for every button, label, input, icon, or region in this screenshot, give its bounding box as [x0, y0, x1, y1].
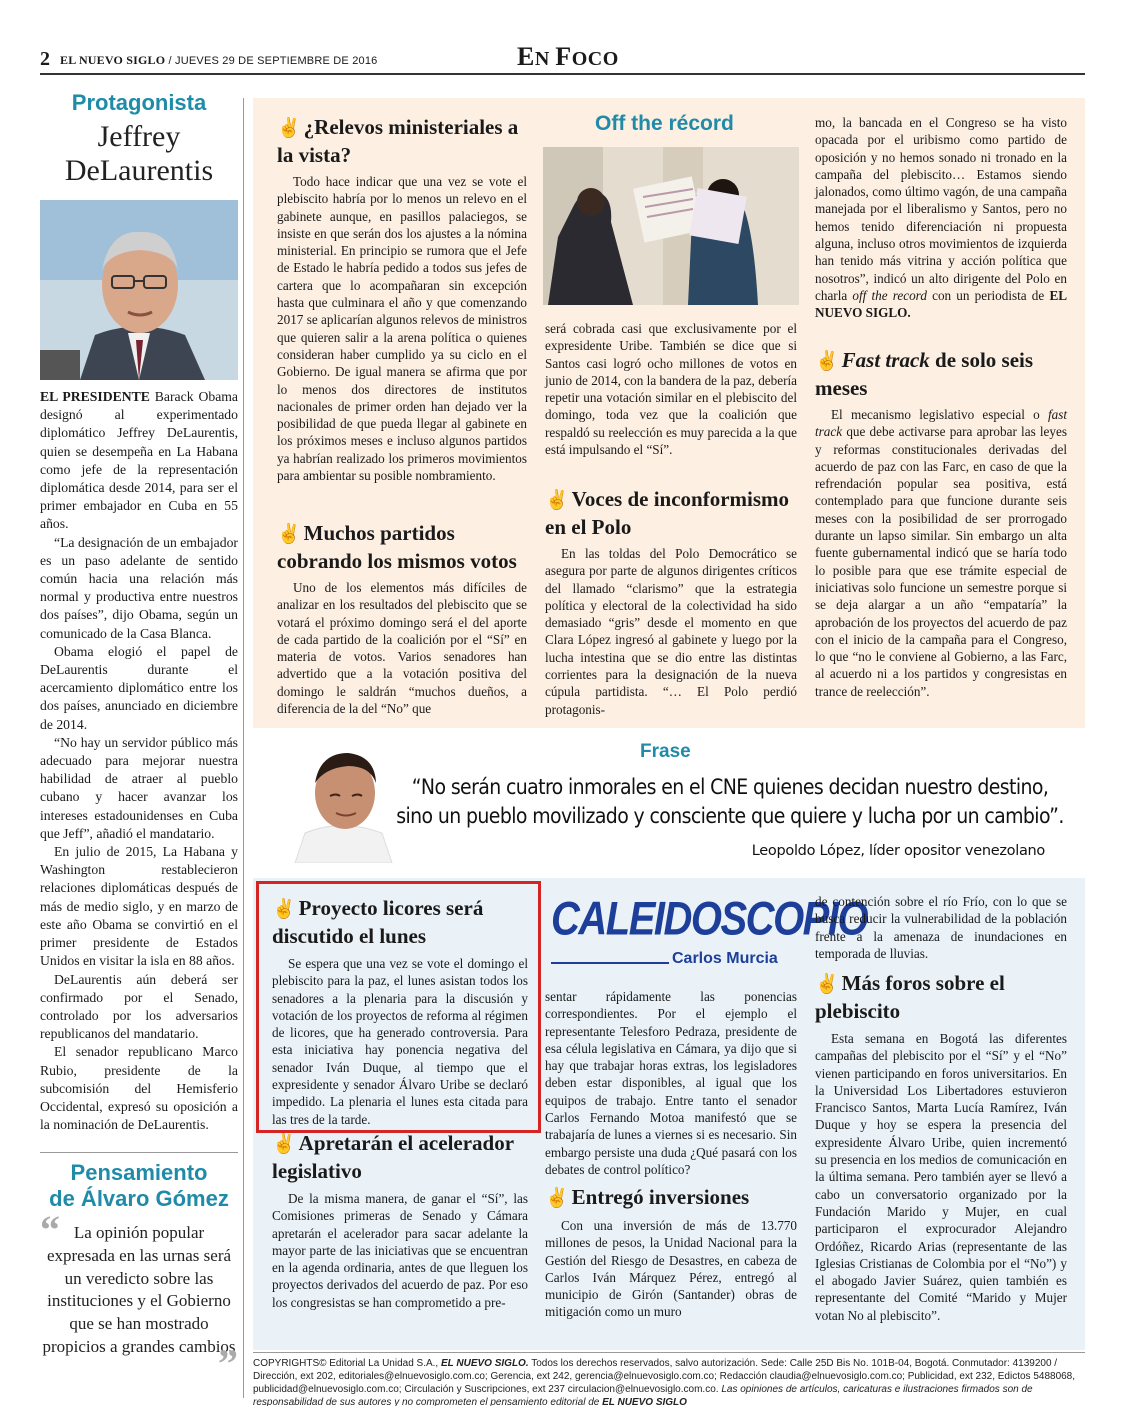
cal-col1-item2 — [272, 1130, 528, 1311]
frase-portrait-illustration — [290, 738, 395, 863]
peace-hand-icon: ✌ — [272, 1134, 296, 1155]
cal-text: Con una inversión de más de 13.770 millones de pesos, la Unidad Nacional para la Gestión del Riesgo de Desastres, en cabeza de Carlos Iván Márquez Pérez, entregó al municipio de Girón (Santander) obras de mitigación como un muro — [545, 1218, 797, 1320]
caleidoscopio-rule — [551, 962, 669, 964]
otr-text: Todo hace indicar que una vez se vote el plebiscito habría por lo menos un relevo en el gabinete aunque, en pasillos palaciegos, se insiste en que serán dos los ajustes a la nómina ministerial. En principio se rumora que el Jefe de Estado le habría pedido a todos sus jefes de cartera que lo acompañaran sin excepción hasta que culminara el año y que comenzando 2017 se aplicarían algunos relevos de ministros que quieren salir a la arena política o quienes consideran haber cumplido ya su ciclo en el Gobierno. De igual manera se afirma que por lo menos dos directores de institutos nacionales de primer orden han dejado ver la posibilidad de que pueda llegar al gabinete en los próximos meses e incluso algunos partidos ya habrían realizado los primeros movimientos para ambientar su posible nombramiento. — [277, 174, 527, 484]
otr-headline: ✌ Fast track de solo seis meses — [815, 348, 1034, 400]
otr-headline: ✌ Voces de inconformismo en el Polo — [545, 487, 790, 539]
paper-name: EL NUEVO SIGLO — [60, 53, 166, 67]
otr-col2-continuation: será cobrada casi que exclusivamente por el expresidente Uribe. También se dice que si Santos casi logró ocho millones de votos en junio de 2014, con la bandera de la paz, debería repetir una votación similar en el plebiscito del domingo, toda vez que la coalición que respaldó su reelección es muy parecida a la que está impulsando el “Sí”. — [545, 321, 797, 458]
protagonista-paragraph: EL PRESIDENTE Barack Obama designó al experimentado diplomático Jeffrey DeLaurentis, quien se desempeña en La Habana como jefe de la representación diplomática desde 2014, para ser el primer embajador en Cuba en 55 años. — [40, 389, 238, 532]
close-quote-icon: ” — [218, 1340, 238, 1386]
leopoldo-lopez-photo — [290, 738, 395, 863]
pensamiento-heading: Pensamiento de Álvaro Gómez — [49, 1160, 229, 1211]
header-rule — [40, 73, 1085, 75]
protagonista-column — [40, 90, 238, 1134]
otr-col2-item — [545, 486, 797, 718]
cal-text: Se espera que una vez se vote el domingo el plebiscito para la paz, el lunes asistan todos los senadores a la plenaria para la discusión y votación de los proyectos de reforma al régimen de licores, que ha generado controversia. Para esta iniciativa hay ponencia negativa del senador Iván Duque, al tiempo que el expresidente y senador Álvaro Uribe se declaró impedido. La plenaria el lunes esta citada para las tres de la tarde. — [272, 956, 528, 1127]
protagonista-paragraph: En julio de 2015, La Habana y Washington restablecieron relaciones diplomáticas después de más de medio siglo, y en marzo de este año Obama se convirtió en el primer presidente de Estados Unidos en visitar la isla en 88 años. — [40, 844, 238, 969]
cal-headline: ✌ Proyecto licores será discutido el lunes — [272, 896, 484, 948]
frase-author: Leopoldo López, líder opositor venezolano — [751, 843, 1045, 859]
protagonista-paragraph: Obama elogió el papel de DeLaurentis durante el acercamiento diplomático entre los dos países, anunciado en diciembre de 2014. — [40, 643, 238, 732]
page-number: 2 — [40, 48, 50, 70]
protagonista-body — [40, 388, 238, 1134]
open-quote-icon: “ — [40, 1207, 60, 1252]
portrait-illustration — [40, 200, 238, 380]
otr-text: El mecanismo legislativo especial o fast track que debe activarse para aprobar las leyes y reformas constitucionales derivadas del acuerdo de paz con las Farc, en caso de que la refrendación popular sea positiva, está contemplado para que funcione durante seis meses con la posibilidad de ser prorrogado durante un lapso similar. Sin embargo un alta fuente gubernamental indicó que se haría todo lo posible para que ese trámite especial de iniciativas solo funcione un semestre porque si se deja alargar a un año “empataría” la aprobación de los proyectos del acuerdo de paz con el inicio de la campaña para el Congreso, lo que “no le conviene al Gobierno, a las Farc, al acuerdo ni a los partidos y congresistas en trance de reelección”. — [815, 407, 1067, 699]
cal-col3-continuation: de contención sobre el río Frío, con lo que se busca reducir la vulnerabilidad de la población frente a la amenaza de inundaciones en temporada de lluvias. — [815, 894, 1067, 961]
protagonista-paragraph: El senador republicano Marco Rubio, presidente de la subcomisión del Hemisferio Occidental, expresó su oposición a la nominación de DeLaurentis. — [40, 1044, 238, 1133]
frase-title: Frase — [640, 741, 691, 762]
otr-col3-continuation: mo, la bancada en el Congreso se ha visto opacada por el uribismo como partido de oposición y no hemos sonado ni tronado en la campaña del plebiscito… Estamos siendo jalonados, como último vagón, de una campaña manejada por el liberalismo y Santos, pero no hemos tenido diferenciación ni propuesta alguna, incluso otros movimientos de izquierda han tenido más vitrina y acción política que nosotros”, indicó un alto dirigente del Polo en charla off the record con un periodista de EL NUEVO SIGLO. — [815, 115, 1068, 321]
protagonista-paragraph: DeLaurentis aún deberá ser confirmado por el Senado, controlado por los adversarios republicanos del mandatario. — [40, 971, 238, 1042]
frase-quote: “No serán cuatro inmorales en el CNE quienes decidan nuestro destino, sino un pueblo movilizado y consciente que quiere y lucha por un cambio”. — [396, 775, 1064, 828]
peace-hand-icon: ✌ — [815, 351, 839, 372]
masthead-date-line — [60, 53, 378, 68]
caleidoscopio-author: Carlos Murcia — [672, 950, 778, 967]
peace-hand-icon: ✌ — [545, 490, 569, 511]
cal-text: De la misma manera, de ganar el “Sí”, las Comisiones primeras de Senado y Cámara apretarán el acelerador para sacar adelante la mayor parte de las iniciativas que se encuentran en la agenda ordinaria, antes de que lleguen los proyectos derivados del acuerdo de paz. Por eso los congresistas se han comprometido a pre- — [272, 1191, 528, 1310]
otr-col1-item2 — [277, 520, 527, 717]
otr-col3-item — [815, 347, 1067, 700]
cal-col2-continuation: sentar rápidamente las ponencias correspondientes. Por el ejemplo el representante Telesforo Pedraza, presidente de esa célula legislativa en Cámara, ya dijo que si hay que trabajar horas extras, los legisladores deben estar disponibles, al igual que los equipos de trabajo. Entre tanto el senador Carlos Fernando Motoa manifestó que se trabajaría de lunes a viernes si es necesario. Sin embargo persiste una duda ¿Qué pasará con los debates de control político? — [545, 989, 797, 1177]
otr-col1-item1 — [277, 114, 527, 484]
otr-text: Uno de los elementos más difíciles de analizar en los resultados del plebiscito que se votará el próximo domingo será el del aporte de cada partido de la coalición por el “Sí” en materia de votos. Varios senadores han advertido que a la votación positiva del domingo le saldrán “muchos dueños, a diferencia de la del “No” que — [277, 580, 527, 717]
otr-text: En las toldas del Polo Democrático se asegura por parte de algunos dirigentes críticos del llamado “clarismo” que la estrategia política y electoral de la colectividad ha sido demasiado “gris” desde el momento en que Clara López ingresó al gabinete y luego por la lucha intestina que se dio entre las distintas corrientes para la designación de la nueva cúpula partidista. “… El Polo perdió protagonis- — [545, 546, 797, 717]
name-line2: DeLaurentis — [64, 154, 214, 187]
otr-headline: ✌ ¿Relevos ministeriales a la vista? — [277, 115, 519, 167]
name-line1: Jeffrey — [97, 120, 181, 153]
date-line: / JUEVES 29 DE SEPTIEMBRE DE 2016 — [168, 55, 378, 67]
protagonista-paragraph: “No hay un servidor público más adecuado para mejorar nuestra habilidad de atraer al pueblo cubano y hacer avanzar los intereses estadounidenses en Cuba que Jeff”, añadió el mandatario. — [40, 734, 238, 841]
protagonista-heading: Protagonista — [71, 90, 207, 115]
otr-headline: ✌ Muchos partidos cobrando los mismos votos — [277, 521, 517, 573]
voters-illustration — [543, 147, 799, 305]
section-title: EN FOCO — [517, 42, 619, 71]
peace-hand-icon: ✌ — [545, 1188, 569, 1209]
off-the-record-title: Off the récord — [595, 112, 734, 135]
caleidoscopio-title: CALEIDOSCOPIO — [551, 893, 868, 945]
protagonista-paragraph: “La designación de un embajador es un paso adelante de sentido común hacia una relación más normal y productiva entre nuestros dos países”, dijo Obama, según un comunicado de la Casa Blanca. — [40, 534, 238, 641]
voters-photo — [543, 147, 799, 305]
cal-headline: ✌ Apretarán el acelerador legislativo — [272, 1131, 514, 1183]
pensamiento-quote: “ La opinión popular expresada en las urnas será un veredicto sobre las instituciones y el Gobierno que se han mostrado propicios a grandes cambios ” — [40, 1207, 238, 1386]
peace-hand-icon: ✌ — [272, 899, 296, 920]
cal-col2-item — [545, 1184, 797, 1321]
footer-rule — [253, 1352, 1085, 1353]
pensamiento-rule — [40, 1152, 238, 1153]
column-divider — [243, 98, 244, 1398]
cal-headline: ✌ Entregó inversiones — [545, 1185, 750, 1209]
protagonista-name — [40, 120, 238, 188]
peace-hand-icon: ✌ — [277, 524, 301, 545]
cal-col3-item — [815, 970, 1067, 1324]
peace-hand-icon: ✌ — [277, 118, 301, 139]
peace-hand-icon: ✌ — [815, 974, 839, 995]
cal-col1-item1 — [272, 895, 528, 1128]
cal-text: Esta semana en Bogotá las diferentes campañas del plebiscito por el “Sí” y el “No” vienen participando en foros universitarios. En la Universidad Los Libertadores estuvieron Francisco Santos, Marta Lucía Ramírez, Iván Duque y hoy se espera la presencia del expresidente Álvaro Uribe, quien incrementó su presencia en los medios de comunicación en la última semana. Pero también ayer se llevó a cabo un conversatorio organizado por la Fundación Marido y Mujer, en cual participaron el exprocurador Alejandro Ordóñez, Ricardo Arias (representante de las Iglesias Cristianas de Colombia por el “No”) y el abogado Javier Suárez, quien también es representante del Comité “Marido y Mujer votan No al plebiscito”. — [815, 1031, 1067, 1323]
protagonista-kicker: EL PRESIDENTE — [40, 389, 150, 404]
cal-headline: ✌ Más foros sobre el plebiscito — [815, 971, 1005, 1023]
footer-copyright: COPYRIGHTS© Editorial La Unidad S.A., EL NUEVO SIGLO. Todos los derechos reservados, salvo autorización. Sede: Calle 25D Bis No. 101B-04, Bogotá. Conmutador: 4139200 / Dirección, ext 202, editoriales@elnuevosiglo.com.co; Gerencia, ext 242, gerencia@elnuevosiglo.com.co; Redacción claudia@elnuevosiglo.com.co; Publicidad, ext 232, Edictos 5488068, publicidad@elnuevosiglo.com.co; Circulación y Suscripciones, ext 237 circulacion@elnuevosiglo.com.co. Las opiniones de artículos, caricaturas e ilustraciones firmados son de responsabilidad de sus autores y no comprometen el pensamiento editorial de EL NUEVO SIGLO — [253, 1358, 1076, 1406]
portrait-photo — [40, 200, 238, 380]
